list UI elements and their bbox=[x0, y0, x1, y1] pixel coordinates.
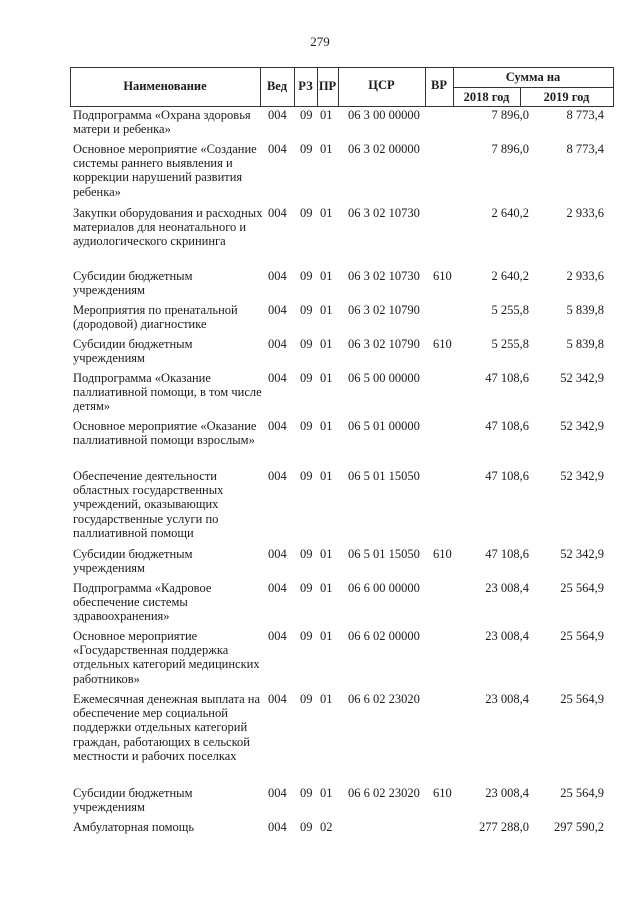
header-csr: ЦСР bbox=[368, 78, 395, 92]
table-row bbox=[0, 108, 640, 142]
row-vr: 610 bbox=[433, 269, 452, 283]
row-pr: 01 bbox=[320, 469, 333, 483]
header-vr: ВР bbox=[431, 78, 447, 92]
row-sum-2018: 47 108,6 bbox=[485, 419, 529, 433]
row-ved: 004 bbox=[268, 269, 287, 283]
row-name: Субсидии бюджетным учреждениям bbox=[73, 269, 193, 298]
row-name: Субсидии бюджетным учреждениям bbox=[73, 547, 193, 576]
row-vr: 610 bbox=[433, 337, 452, 351]
row-ved: 004 bbox=[268, 469, 287, 483]
row-ved: 004 bbox=[268, 629, 287, 643]
row-csr: 06 6 02 23020 bbox=[348, 786, 420, 800]
header-2018: 2018 год bbox=[463, 90, 510, 104]
row-sum-2018: 7 896,0 bbox=[491, 142, 529, 156]
row-rz: 09 bbox=[300, 786, 313, 800]
row-sum-2018: 47 108,6 bbox=[485, 371, 529, 385]
row-ved: 004 bbox=[268, 547, 287, 561]
table-header bbox=[70, 67, 614, 107]
row-csr: 06 3 02 10730 bbox=[348, 206, 420, 220]
row-rz: 09 bbox=[300, 629, 313, 643]
table-row bbox=[0, 820, 640, 840]
row-pr: 01 bbox=[320, 337, 333, 351]
row-ved: 004 bbox=[268, 786, 287, 800]
row-name: Субсидии бюджетным учреждениям bbox=[73, 337, 193, 366]
row-rz: 09 bbox=[300, 581, 313, 595]
row-csr: 06 5 00 00000 bbox=[348, 371, 420, 385]
row-sum-2019: 52 342,9 bbox=[560, 419, 604, 433]
row-ved: 004 bbox=[268, 142, 287, 156]
row-pr: 01 bbox=[320, 419, 333, 433]
row-rz: 09 bbox=[300, 419, 313, 433]
row-sum-2019: 25 564,9 bbox=[560, 581, 604, 595]
table-row bbox=[0, 269, 640, 303]
row-sum-2018: 47 108,6 bbox=[485, 547, 529, 561]
row-sum-2018: 23 008,4 bbox=[485, 786, 529, 800]
row-rz: 09 bbox=[300, 142, 313, 156]
row-name: Подпрограмма «Оказание паллиативной помощи, в том числе детям» bbox=[73, 371, 262, 414]
row-pr: 01 bbox=[320, 371, 333, 385]
row-sum-2018: 7 896,0 bbox=[491, 108, 529, 122]
table-row bbox=[0, 629, 640, 692]
row-sum-2019: 8 773,4 bbox=[566, 108, 604, 122]
row-sum-2018: 2 640,2 bbox=[491, 269, 529, 283]
row-pr: 01 bbox=[320, 786, 333, 800]
row-sum-2018: 277 288,0 bbox=[479, 820, 529, 834]
row-pr: 01 bbox=[320, 303, 333, 317]
row-csr: 06 3 02 10790 bbox=[348, 337, 420, 351]
row-sum-2019: 25 564,9 bbox=[560, 786, 604, 800]
row-rz: 09 bbox=[300, 206, 313, 220]
row-sum-2019: 52 342,9 bbox=[560, 371, 604, 385]
row-rz: 09 bbox=[300, 469, 313, 483]
row-name: Основное мероприятие «Создание системы раннего выявления и коррекции нарушений развития ребенка» bbox=[73, 142, 257, 199]
row-csr: 06 6 00 00000 bbox=[348, 581, 420, 595]
row-name: Ежемесячная денежная выплата на обеспечение мер социальной поддержки отдельных категорий граждан, работающих в сельской местности и рабочих поселках bbox=[73, 692, 260, 763]
row-name: Основное мероприятие «Государственная поддержка отдельных категорий медицинских работников» bbox=[73, 629, 260, 686]
row-name: Основное мероприятие «Оказание паллиативной помощи взрослым» bbox=[73, 419, 257, 448]
row-name: Амбулаторная помощь bbox=[73, 820, 195, 834]
row-vr: 610 bbox=[433, 786, 452, 800]
row-ved: 004 bbox=[268, 337, 287, 351]
row-sum-2018: 23 008,4 bbox=[485, 629, 529, 643]
table-row bbox=[0, 142, 640, 206]
row-sum-2019: 25 564,9 bbox=[560, 692, 604, 706]
row-rz: 09 bbox=[300, 303, 313, 317]
row-rz: 09 bbox=[300, 337, 313, 351]
row-ved: 004 bbox=[268, 820, 287, 834]
row-rz: 09 bbox=[300, 547, 313, 561]
row-ved: 004 bbox=[268, 371, 287, 385]
row-sum-2019: 5 839,8 bbox=[566, 337, 604, 351]
row-rz: 09 bbox=[300, 820, 313, 834]
header-name: Наименование bbox=[123, 79, 207, 93]
page-number: 279 bbox=[310, 34, 330, 49]
row-name: Закупки оборудования и расходных материалов для неонатального и аудиологического скрининга bbox=[73, 206, 263, 249]
row-ved: 004 bbox=[268, 206, 287, 220]
header-2019: 2019 год bbox=[543, 90, 590, 104]
row-ved: 004 bbox=[268, 692, 287, 706]
row-pr: 02 bbox=[320, 820, 333, 834]
row-sum-2019: 5 839,8 bbox=[566, 303, 604, 317]
row-sum-2019: 52 342,9 bbox=[560, 469, 604, 483]
row-csr: 06 3 02 00000 bbox=[348, 142, 420, 156]
header-pr: ПР bbox=[318, 79, 337, 93]
row-sum-2018: 23 008,4 bbox=[485, 692, 529, 706]
table-row bbox=[0, 786, 640, 820]
row-csr: 06 5 01 15050 bbox=[348, 469, 420, 483]
row-pr: 01 bbox=[320, 692, 333, 706]
row-sum-2019: 52 342,9 bbox=[560, 547, 604, 561]
table-row bbox=[0, 206, 640, 269]
row-pr: 01 bbox=[320, 547, 333, 561]
row-pr: 01 bbox=[320, 269, 333, 283]
row-pr: 01 bbox=[320, 142, 333, 156]
row-pr: 01 bbox=[320, 108, 333, 122]
row-sum-2019: 2 933,6 bbox=[566, 269, 604, 283]
header-ved: Вед bbox=[266, 79, 288, 93]
row-sum-2019: 297 590,2 bbox=[554, 820, 604, 834]
row-sum-2018: 2 640,2 bbox=[491, 206, 529, 220]
row-sum-2019: 25 564,9 bbox=[560, 629, 604, 643]
row-ved: 004 bbox=[268, 303, 287, 317]
table-row bbox=[0, 337, 640, 371]
row-rz: 09 bbox=[300, 108, 313, 122]
row-sum-2019: 2 933,6 bbox=[566, 206, 604, 220]
row-csr: 06 3 00 00000 bbox=[348, 108, 420, 122]
row-sum-2018: 5 255,8 bbox=[491, 337, 529, 351]
row-sum-2019: 8 773,4 bbox=[566, 142, 604, 156]
row-name: Мероприятия по пренатальной (дородовой) диагностике bbox=[73, 303, 238, 332]
table-row bbox=[0, 692, 640, 786]
table-row bbox=[0, 371, 640, 419]
header-summa: Сумма на bbox=[505, 70, 561, 84]
row-sum-2018: 47 108,6 bbox=[485, 469, 529, 483]
table-row bbox=[0, 303, 640, 337]
row-name: Обеспечение деятельности областных государственных учреждений, оказывающих государственные услуги по паллиативной помощи bbox=[73, 469, 224, 540]
row-rz: 09 bbox=[300, 371, 313, 385]
row-pr: 01 bbox=[320, 206, 333, 220]
table-row bbox=[0, 419, 640, 469]
table-row bbox=[0, 581, 640, 629]
table-row bbox=[0, 547, 640, 581]
row-name: Подпрограмма «Кадровое обеспечение системы здравоохранения» bbox=[73, 581, 212, 624]
header-rz: РЗ bbox=[298, 79, 313, 93]
row-pr: 01 bbox=[320, 629, 333, 643]
header-subdivider bbox=[453, 87, 613, 88]
header-divider bbox=[613, 68, 614, 106]
row-ved: 004 bbox=[268, 108, 287, 122]
row-csr: 06 6 02 23020 bbox=[348, 692, 420, 706]
row-sum-2018: 23 008,4 bbox=[485, 581, 529, 595]
row-csr: 06 6 02 00000 bbox=[348, 629, 420, 643]
row-ved: 004 bbox=[268, 581, 287, 595]
row-sum-2018: 5 255,8 bbox=[491, 303, 529, 317]
row-csr: 06 5 01 15050 bbox=[348, 547, 420, 561]
row-name: Подпрограмма «Охрана здоровья матери и ребенка» bbox=[73, 108, 251, 137]
row-rz: 09 bbox=[300, 692, 313, 706]
row-csr: 06 3 02 10730 bbox=[348, 269, 420, 283]
row-vr: 610 bbox=[433, 547, 452, 561]
row-csr: 06 3 02 10790 bbox=[348, 303, 420, 317]
row-rz: 09 bbox=[300, 269, 313, 283]
row-csr: 06 5 01 00000 bbox=[348, 419, 420, 433]
row-pr: 01 bbox=[320, 581, 333, 595]
table-body bbox=[0, 108, 640, 840]
table-row bbox=[0, 469, 640, 547]
row-ved: 004 bbox=[268, 419, 287, 433]
row-name: Субсидии бюджетным учреждениям bbox=[73, 786, 193, 815]
